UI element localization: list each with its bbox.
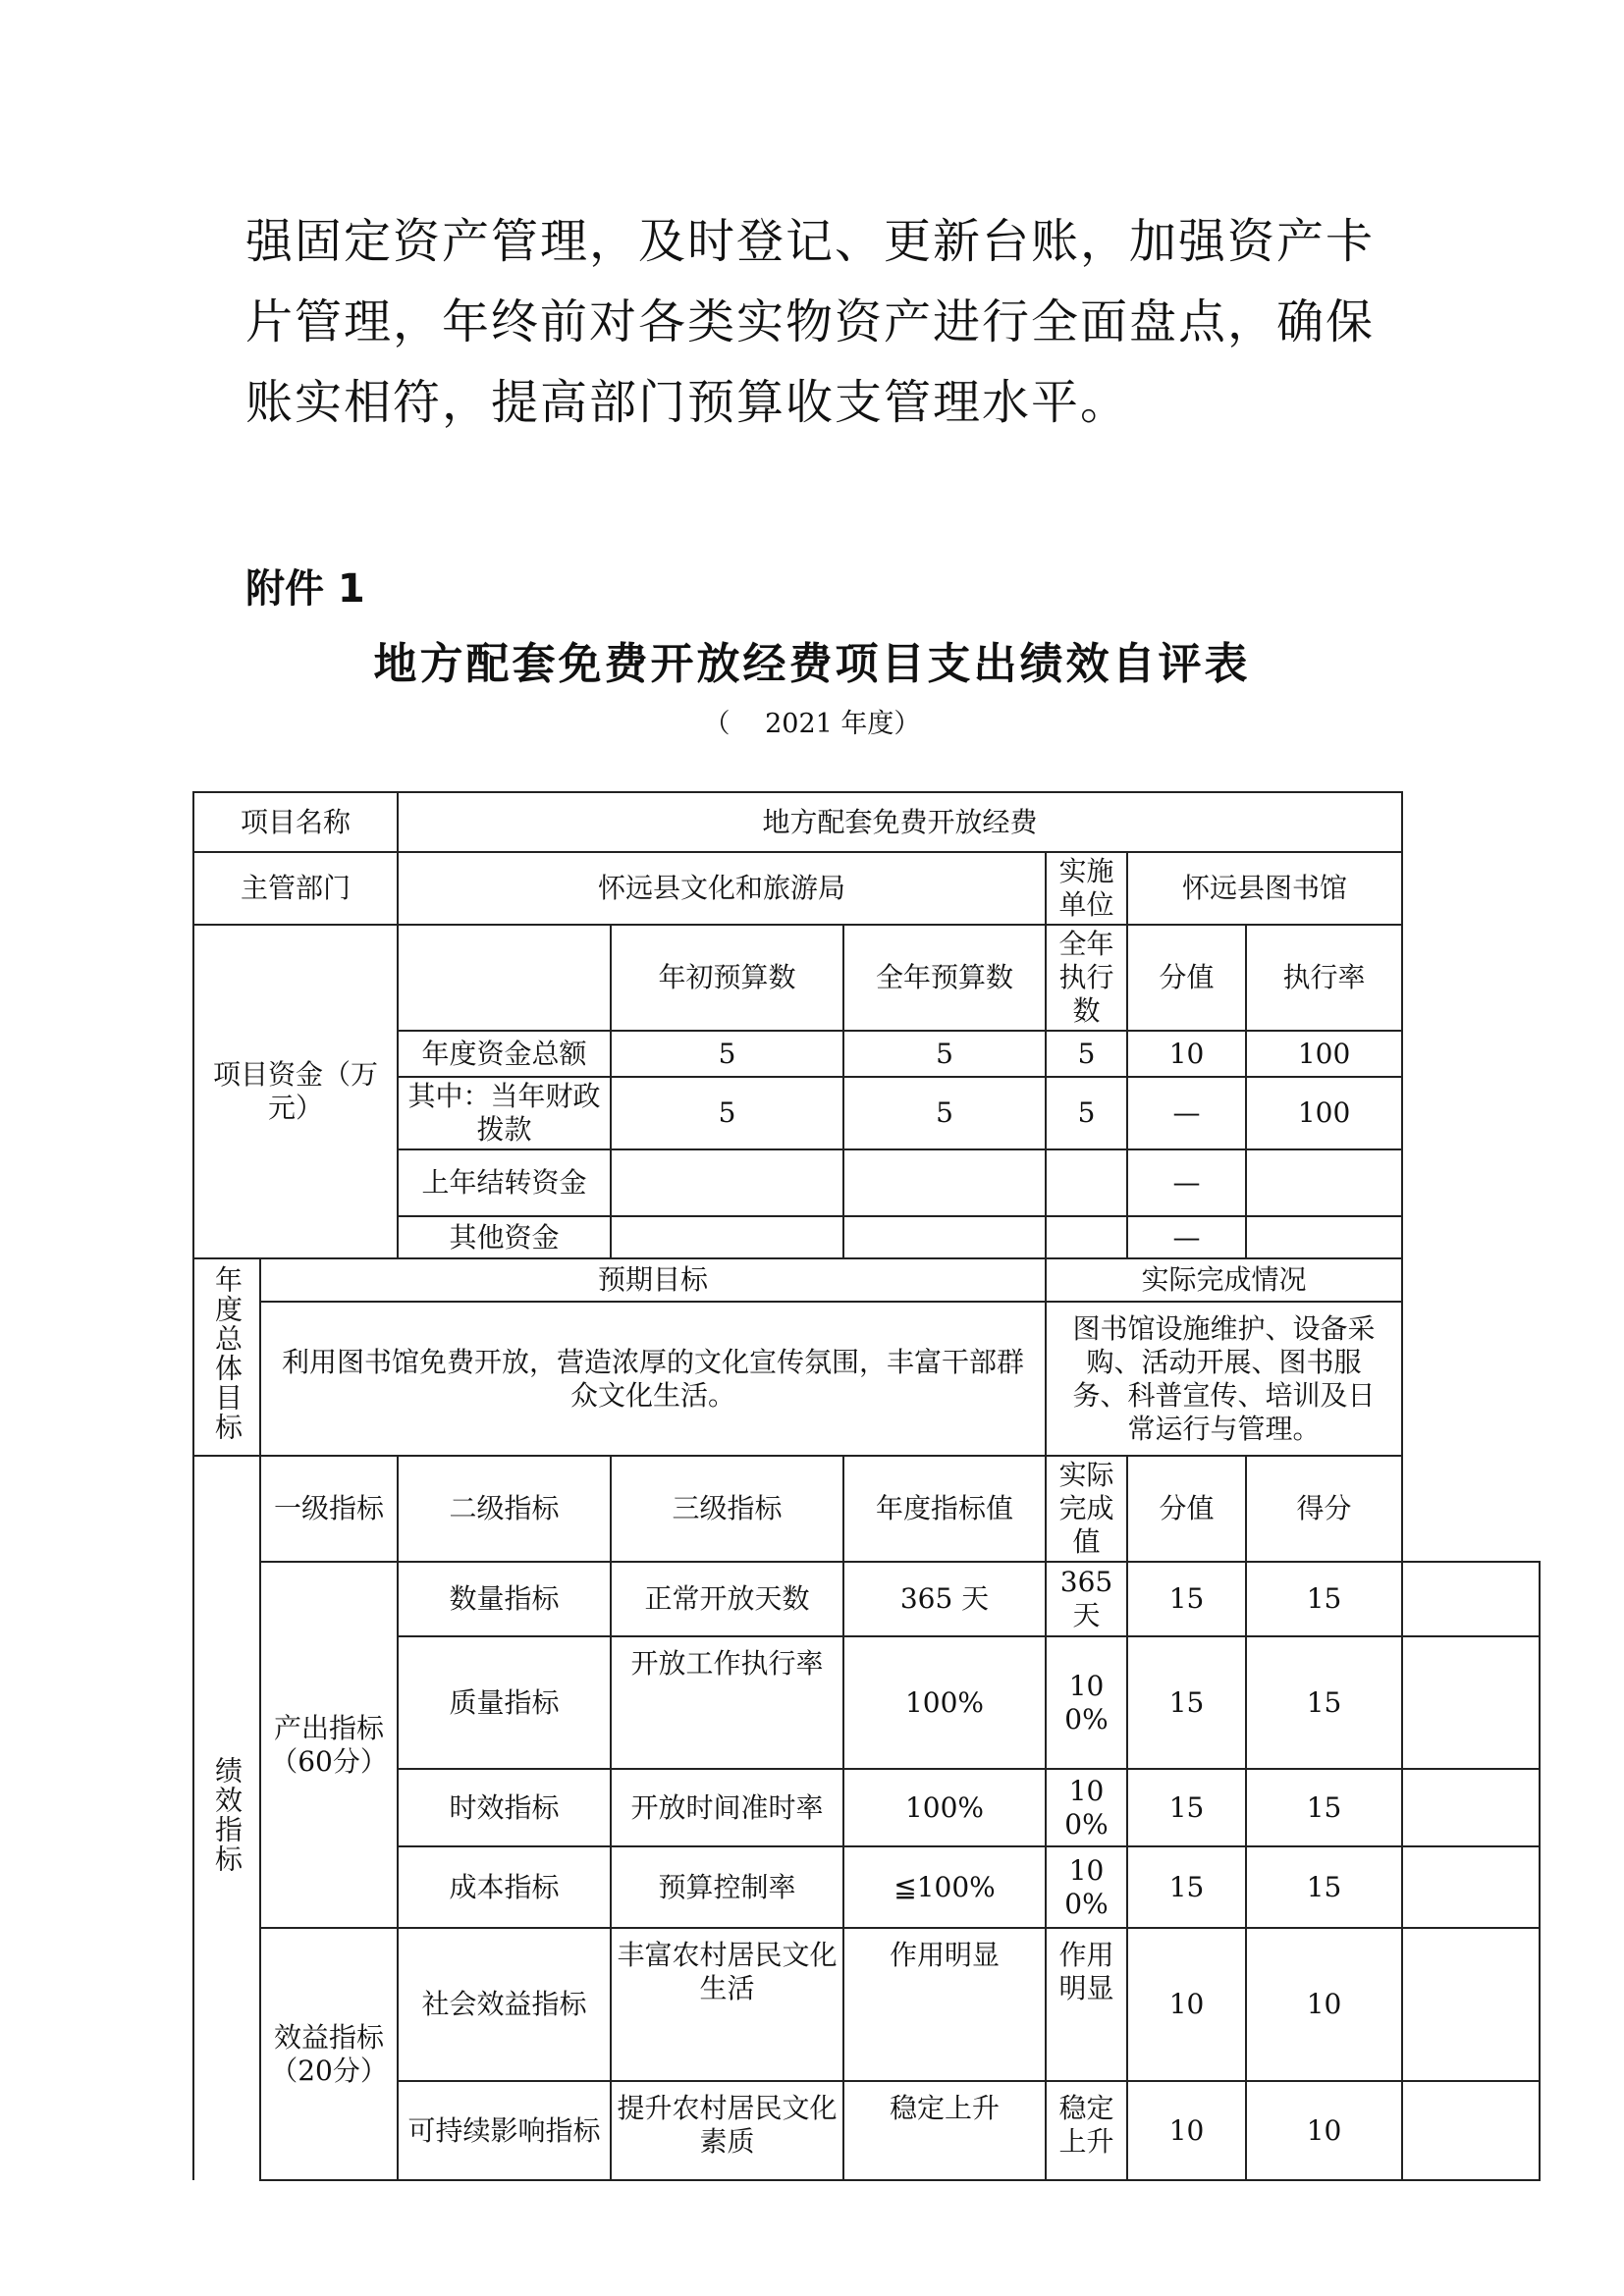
body-paragraph <box>245 201 1404 443</box>
fund-header: 全年预算数 <box>843 925 1046 1031</box>
expected-goal-text: 利用图书馆免费开放，营造浓厚的文化宣传氛围，丰富干部群众文化生活。 <box>260 1302 1046 1456</box>
l2-cell: 时效指标 <box>398 1769 611 1846</box>
score-cell: 10 <box>1246 1928 1402 2081</box>
year-text: （ 2021 年度） <box>703 709 921 739</box>
fund-cell <box>843 1216 1046 1258</box>
perf-header: 一级指标 <box>260 1456 398 1562</box>
note-cell <box>1402 1562 1540 1636</box>
benefit-indicator-label: 效益指标（20分） <box>260 1928 398 2180</box>
l3-cell: 正常开放天数 <box>611 1562 843 1636</box>
weight-cell: 15 <box>1127 1636 1246 1769</box>
perf-header: 二级指标 <box>398 1456 611 1562</box>
weight-cell: 15 <box>1127 1769 1246 1846</box>
fund-row-label: 其中：当年财政拨款 <box>398 1077 611 1149</box>
l3-cell: 开放时间准时率 <box>611 1769 843 1846</box>
fund-cell <box>843 1149 1046 1216</box>
note-cell <box>1402 2081 1540 2180</box>
fund-cell <box>1046 1149 1127 1216</box>
fund-cell: — <box>1127 1216 1246 1258</box>
l3-cell: 预算控制率 <box>611 1846 843 1928</box>
perf-header: 实际完成值 <box>1046 1456 1127 1562</box>
perf-label-text: 绩效指标 <box>211 1755 244 1874</box>
fund-cell: 5 <box>843 1077 1046 1149</box>
perf-header: 分值 <box>1127 1456 1246 1562</box>
l2-cell: 数量指标 <box>398 1562 611 1636</box>
target-cell: 稳定上升 <box>843 2081 1046 2180</box>
weight-cell: 10 <box>1127 1928 1246 2081</box>
fund-cell <box>1246 1216 1402 1258</box>
fund-cell <box>611 1149 843 1216</box>
note-cell <box>1402 1769 1540 1846</box>
actual-cell: 365 天 <box>1046 1562 1127 1636</box>
fund-cell: 5 <box>611 1031 843 1077</box>
fund-cell: 100 <box>1246 1077 1402 1149</box>
fund-cell <box>1046 1216 1127 1258</box>
l3-cell: 丰富农村居民文化生活 <box>611 1928 843 2081</box>
fund-cell: — <box>1127 1149 1246 1216</box>
paragraph-line: 账实相符，提高部门预算收支管理水平。 <box>245 375 1130 430</box>
form-title: 地方配套免费开放经费项目支出绩效自评表 <box>373 639 1251 689</box>
fund-label: 项目资金（万元） <box>193 925 398 1258</box>
output-indicator-label: 产出指标（60分） <box>260 1562 398 1928</box>
paragraph-line: 强固定资产管理，及时登记、更新台账，加强资产卡 <box>245 214 1376 269</box>
perf-header: 得分 <box>1246 1456 1402 1562</box>
project-name-value: 地方配套免费开放经费 <box>398 792 1402 852</box>
score-cell: 10 <box>1246 2081 1402 2180</box>
paragraph-line: 片管理，年终前对各类实物资产进行全面盘点，确保 <box>245 294 1376 349</box>
score-cell: 15 <box>1246 1636 1402 1769</box>
target-cell: ≦100% <box>843 1846 1046 1928</box>
weight-cell: 15 <box>1127 1846 1246 1928</box>
fund-header: 全年执行数 <box>1046 925 1127 1031</box>
note-cell <box>1402 1928 1540 2081</box>
fund-corner <box>398 925 611 1031</box>
fund-cell: 5 <box>611 1077 843 1149</box>
perf-header: 三级指标 <box>611 1456 843 1562</box>
actual-completion-header: 实际完成情况 <box>1046 1258 1402 1302</box>
target-cell: 100% <box>843 1769 1046 1846</box>
impl-value: 怀远县图书馆 <box>1127 852 1402 925</box>
expected-goal-header: 预期目标 <box>260 1258 1046 1302</box>
fund-row-label: 年度资金总额 <box>398 1031 611 1077</box>
fund-cell: 10 <box>1127 1031 1246 1077</box>
target-cell: 100% <box>843 1636 1046 1769</box>
actual-cell: 100% <box>1046 1769 1127 1846</box>
perf-label <box>193 1456 260 2180</box>
fund-cell <box>1246 1149 1402 1216</box>
l2-cell: 成本指标 <box>398 1846 611 1928</box>
score-cell: 15 <box>1246 1769 1402 1846</box>
fund-cell <box>611 1216 843 1258</box>
fund-header: 执行率 <box>1246 925 1402 1031</box>
fund-cell: 5 <box>1046 1077 1127 1149</box>
fund-header: 分值 <box>1127 925 1246 1031</box>
year-label <box>0 702 1624 740</box>
target-cell: 作用明显 <box>843 1928 1046 2081</box>
project-name-label: 项目名称 <box>193 792 398 852</box>
fund-row-label: 其他资金 <box>398 1216 611 1258</box>
l2-cell: 质量指标 <box>398 1636 611 1769</box>
attachment-label: 附件 1 <box>245 566 365 612</box>
actual-completion-text: 图书馆设施维护、设备采购、活动开展、图书服务、科普宣传、培训及日常运行与管理。 <box>1046 1302 1402 1456</box>
actual-cell: 100% <box>1046 1846 1127 1928</box>
fund-header: 年初预算数 <box>611 925 843 1031</box>
goal-label-text: 年度总体目标 <box>211 1264 244 1442</box>
l3-cell: 开放工作执行率 <box>611 1636 843 1769</box>
l3-cell: 提升农村居民文化素质 <box>611 2081 843 2180</box>
l2-cell: 可持续影响指标 <box>398 2081 611 2180</box>
target-cell: 365 天 <box>843 1562 1046 1636</box>
goal-label <box>193 1258 260 1456</box>
evaluation-table <box>192 791 1541 2181</box>
fund-cell: 5 <box>1046 1031 1127 1077</box>
note-cell <box>1402 1636 1540 1769</box>
note-cell <box>1402 1846 1540 1928</box>
actual-cell: 稳定上升 <box>1046 2081 1127 2180</box>
impl-label: 实施单位 <box>1046 852 1127 925</box>
fund-row-label: 上年结转资金 <box>398 1149 611 1216</box>
weight-cell: 15 <box>1127 1562 1246 1636</box>
perf-header: 年度指标值 <box>843 1456 1046 1562</box>
score-cell: 15 <box>1246 1562 1402 1636</box>
fund-cell: 5 <box>843 1031 1046 1077</box>
fund-cell: — <box>1127 1077 1246 1149</box>
actual-cell: 作用明显 <box>1046 1928 1127 2081</box>
actual-cell: 100% <box>1046 1636 1127 1769</box>
weight-cell: 10 <box>1127 2081 1246 2180</box>
dept-label: 主管部门 <box>193 852 398 925</box>
fund-cell: 100 <box>1246 1031 1402 1077</box>
l2-cell: 社会效益指标 <box>398 1928 611 2081</box>
score-cell: 15 <box>1246 1846 1402 1928</box>
dept-value: 怀远县文化和旅游局 <box>398 852 1046 925</box>
